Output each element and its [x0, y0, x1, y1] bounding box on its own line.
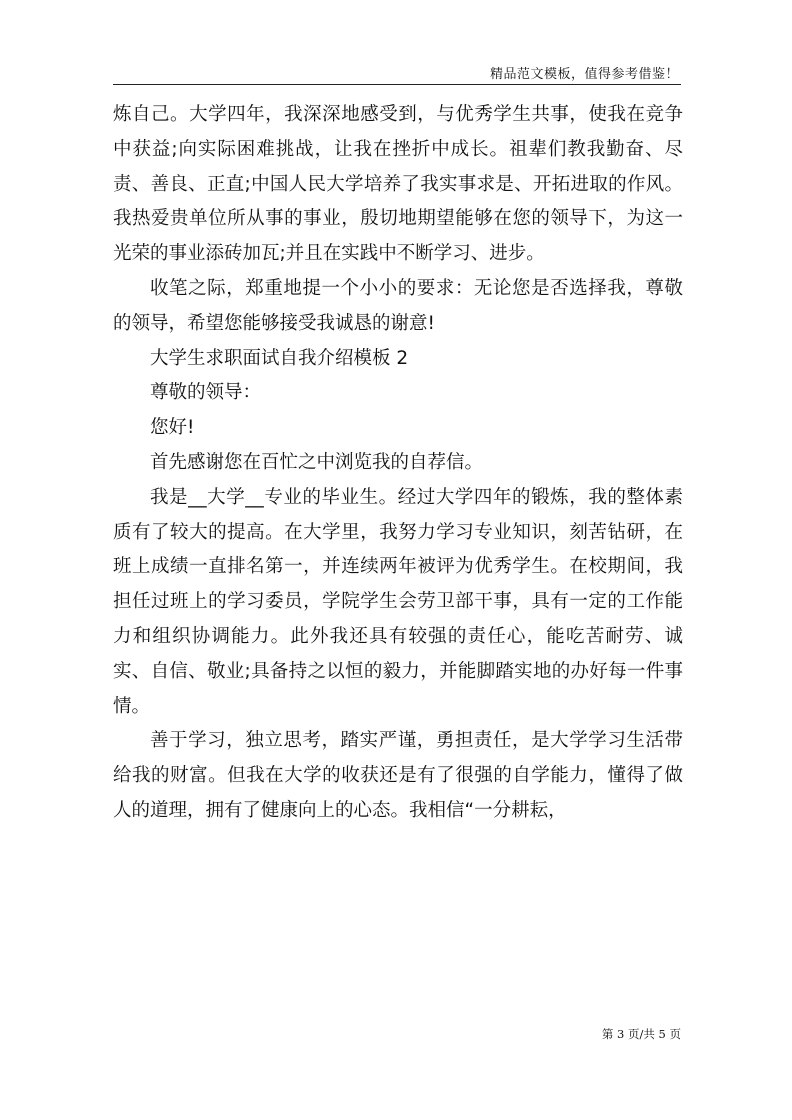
- salutation: 尊敬的领导：: [150, 382, 262, 404]
- page-header: [113, 60, 681, 85]
- greeting: 您好!: [150, 417, 195, 439]
- paragraph: 我是__大学__专业的毕业生。经过大学四年的锻炼，我的整体素质有了较大的提高。在大学里，我努力学习专业知识，刻苦钻研，在班上成绩一直排名第一，并连续两年被评为优秀学生。在校期间，我担任过班上的学习委员，学院学生会劳卫部干事，具有一定的工作能力和组织协调能力。此外我还具有较强的责任心，能吃苦耐劳、诚实、自信、敬业;具备持之以恒的毅力，并能脚踏实地的办好每一件事情。: [113, 486, 683, 717]
- paragraph: 首先感谢您在百忙之中浏览我的自荐信。: [150, 451, 484, 473]
- document-body: [113, 98, 683, 829]
- paragraph: 炼自己。大学四年，我深深地感受到，与优秀学生共事，使我在竞争中获益;向实际困难挑战，让我在挫折中成长。祖辈们教我勤奋、尽责、善良、正直;中国人民大学培养了我实事求是、开拓进取的作风。我热爱贵单位所从事的事业，殷切地期望能够在您的领导下，为这一光荣的事业添砖加瓦;并且在实践中不断学习、进步。: [113, 104, 683, 265]
- header-text: 精品范文模板，值得参考借鉴！: [489, 67, 679, 82]
- paragraph: 收笔之际，郑重地提一个小小的要求：无论您是否选择我，尊敬的领导，希望您能够接受我诚恳的谢意!: [113, 277, 683, 334]
- page-number: 第 3 页/共 5 页: [601, 1027, 681, 1041]
- section-title: 大学生求职面试自我介绍模板 2: [150, 347, 409, 369]
- paragraph: 善于学习，独立思考，踏实严谨，勇担责任，是大学学习生活带给我的财富。但我在大学的收获还是有了很强的自学能力，懂得了做人的道理，拥有了健康向上的心态。我相信“一分耕耘，: [113, 730, 683, 821]
